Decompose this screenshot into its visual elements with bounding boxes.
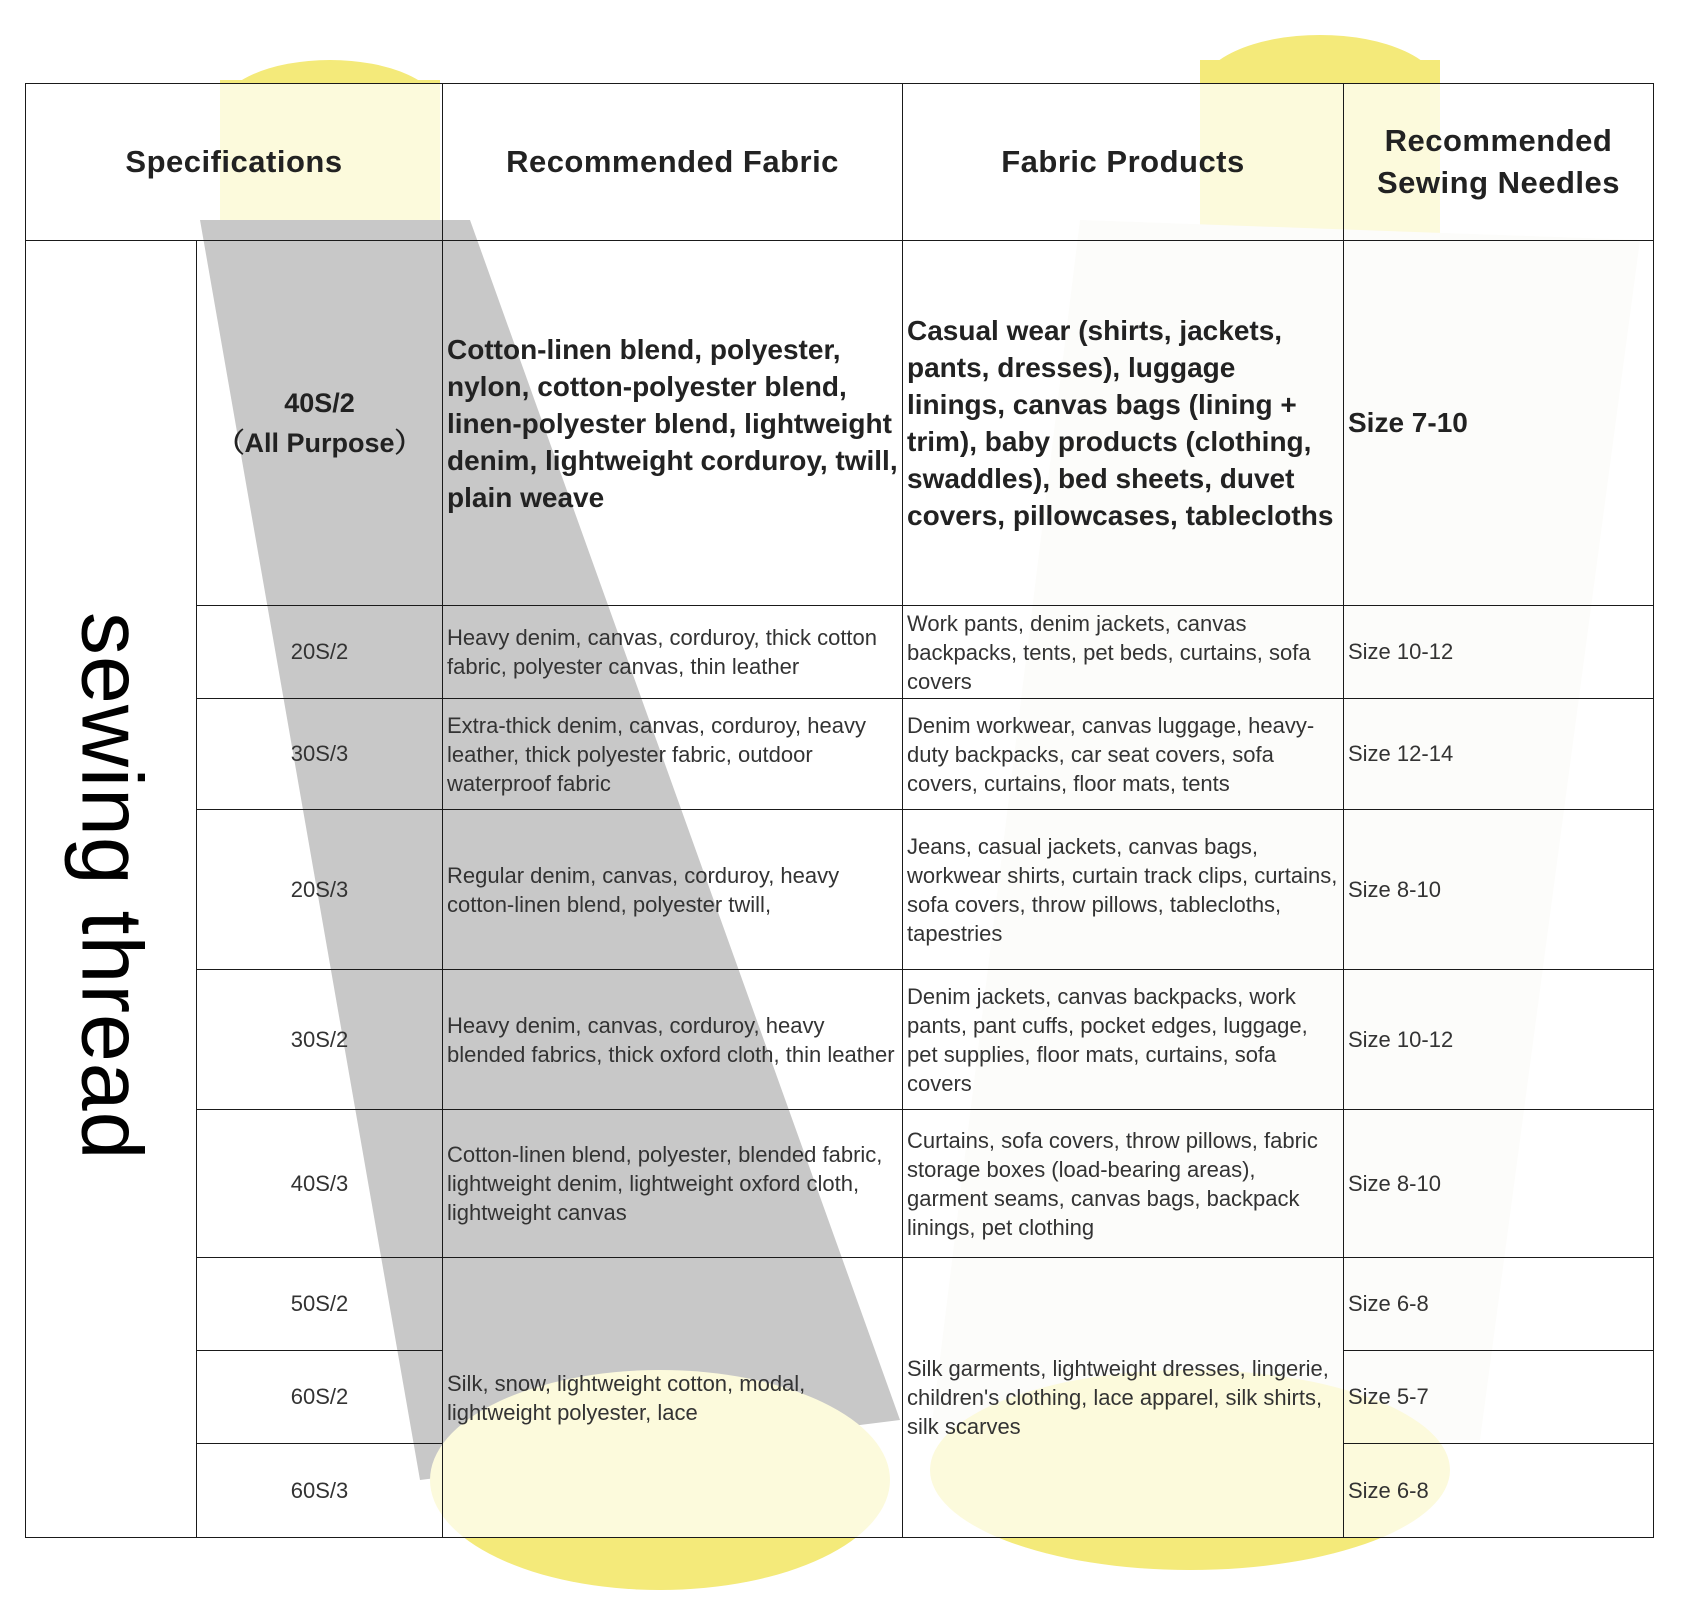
spec-cell: 50S/2 [197, 1258, 443, 1351]
fabric-cell: Extra-thick denim, canvas, corduroy, heavy leather, thick polyester fabric, outdoor waterproof fabric [443, 699, 903, 810]
spec-cell: 20S/3 [197, 810, 443, 970]
fabric-cell: Heavy denim, canvas, corduroy, thick cotton fabric, polyester canvas, thin leather [443, 606, 903, 699]
table-row [26, 699, 1654, 810]
needle-cell: Size 5-7 [1344, 1351, 1654, 1444]
needle-cell: Size 8-10 [1344, 1110, 1654, 1258]
needle-cell: Size 8-10 [1344, 810, 1654, 970]
spec-cell: 60S/2 [197, 1351, 443, 1444]
spec-subtitle: （All Purpose） [217, 428, 422, 458]
spec-cell: 30S/3 [197, 699, 443, 810]
spec-cell: 60S/3 [197, 1444, 443, 1538]
needle-cell: Size 10-12 [1344, 606, 1654, 699]
header-fabric-products: Fabric Products [903, 84, 1344, 241]
table-row [26, 1258, 1654, 1351]
table-row [26, 810, 1654, 970]
header-needles-line2: Sewing Needles [1376, 165, 1621, 200]
table-row [26, 606, 1654, 699]
fabric-cell-shared: Silk, snow, lightweight cotton, modal, lightweight polyester, lace [443, 1258, 903, 1538]
header-specifications: Specifications [26, 84, 443, 241]
fabric-cell: Cotton-linen blend, polyester, blended fabric, lightweight denim, lightweight oxford cloth, lightweight canvas [443, 1110, 903, 1258]
fabric-cell: Cotton-linen blend, polyester, nylon, cotton-polyester blend, linen-polyester blend, lightweight denim, lightweight corduroy, twill, plain weave [443, 241, 903, 606]
products-cell-shared: Silk garments, lightweight dresses, lingerie, children's clothing, lace apparel, silk shirts, silk scarves [903, 1258, 1344, 1538]
spec-value: 40S/2 [284, 388, 355, 418]
needle-cell: Size 10-12 [1344, 970, 1654, 1110]
table-row [26, 1110, 1654, 1258]
fabric-cell: Heavy denim, canvas, corduroy, heavy blended fabrics, thick oxford cloth, thin leather [443, 970, 903, 1110]
spec-cell: 30S/2 [197, 970, 443, 1110]
table-row [26, 970, 1654, 1110]
spec-cell: 20S/2 [197, 606, 443, 699]
header-needles-line1: Recommended [1384, 123, 1613, 158]
table-header-row [26, 84, 1654, 241]
spec-cell: 40S/3 [197, 1110, 443, 1258]
products-cell: Denim workwear, canvas luggage, heavy-duty backpacks, car seat covers, sofa covers, curtains, floor mats, tents [903, 699, 1344, 810]
sewing-thread-spec-table [25, 83, 1654, 1538]
header-recommended-fabric: Recommended Fabric [443, 84, 903, 241]
needle-cell: Size 6-8 [1344, 1444, 1654, 1538]
products-cell: Work pants, denim jackets, canvas backpacks, tents, pet beds, curtains, sofa covers [903, 606, 1344, 699]
products-cell: Denim jackets, canvas backpacks, work pants, pant cuffs, pocket edges, luggage, pet supplies, floor mats, curtains, sofa covers [903, 970, 1344, 1110]
needle-cell: Size 12-14 [1344, 699, 1654, 810]
table-row [26, 241, 1654, 606]
thread-type-label: sewing thread [63, 612, 160, 1161]
products-cell: Curtains, sofa covers, throw pillows, fabric storage boxes (load-bearing areas), garment seams, canvas bags, backpack linings, pet clothing [903, 1110, 1344, 1258]
fabric-cell: Regular denim, canvas, corduroy, heavy cotton-linen blend, polyester twill, [443, 810, 903, 970]
header-recommended-needles [1344, 84, 1654, 241]
spec-cell [197, 241, 443, 606]
needle-cell: Size 7-10 [1344, 241, 1654, 606]
products-cell: Jeans, casual jackets, canvas bags, workwear shirts, curtain track clips, curtains, sofa covers, throw pillows, tablecloths, tapestries [903, 810, 1344, 970]
thread-type-label-cell [26, 241, 197, 1538]
products-cell: Casual wear (shirts, jackets, pants, dresses), luggage linings, canvas bags (lining + trim), baby products (clothing, swaddles), bed sheets, duvet covers, pillowcases, tablecloths [903, 241, 1344, 606]
needle-cell: Size 6-8 [1344, 1258, 1654, 1351]
